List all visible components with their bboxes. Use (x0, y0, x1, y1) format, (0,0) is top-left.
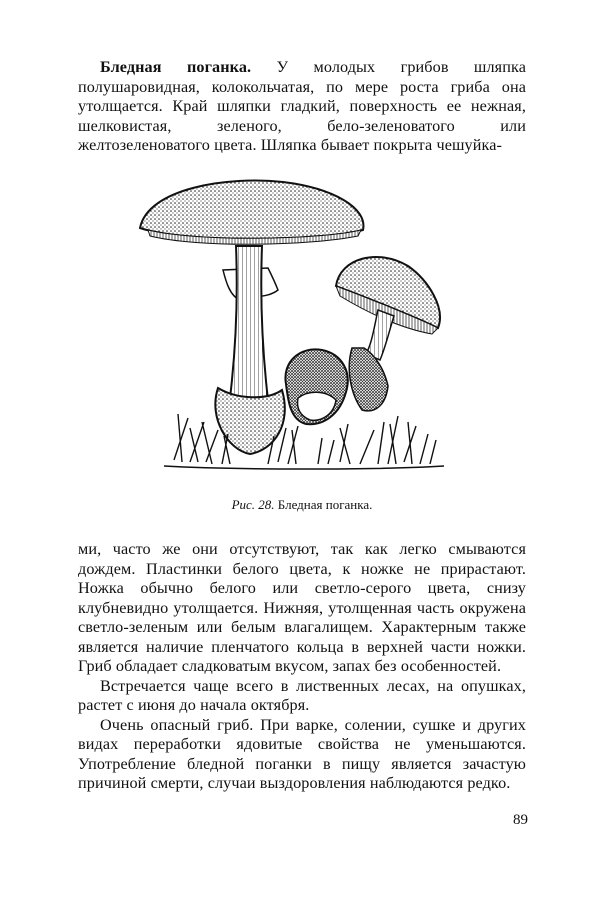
large-mushroom-stem (230, 246, 268, 400)
small-mushroom (336, 257, 440, 411)
paragraph-intro (78, 58, 526, 156)
page-number: 89 (513, 812, 528, 828)
term-heading: Бледная поганка. (100, 58, 252, 76)
paragraph-danger: Очень опасный гриб. При варке, солении, сушке и других видах переработки ядовитые свойства не уменьшаются. Употребление бледной поганки в пищу является зачастую причиной смерти, случаи выздоровления наблюдаются редко. (78, 715, 526, 792)
paragraph-intro-text: У молодых грибов шляпка полушаровидная, колокольчатая, по мере роста гриба она утолщается. Край шляпки гладкий, поверхность ее нежная, шелковистая, зеленого, бело-зеленоватого или желтозеленоватого цвета. Шляпка бывает покрыта чешуйка- (78, 58, 526, 154)
mushroom-illustration (78, 178, 526, 478)
young-mushroom (285, 349, 347, 424)
paragraph-habitat: Встречается чаще всего в лиственных лесах, на опушках, растет с июня до начала октября. (78, 676, 526, 714)
ground-line (164, 466, 444, 469)
bottom-text-block (78, 540, 526, 794)
figure-caption (78, 497, 526, 513)
paragraph-continued: ми, часто же они отсутствуют, так как легко смываются дождем. Пластинки белого цвета, к ножке не прирастают. Ножка обычно белого или светло-серого цвета, снизу клубневидно утолщается. Нижняя, утолщенная часть окружена светло-зеленым или белым влагалищем. Характерным также является наличие пленчатого кольца в верхней части ножки. Гриб обладает сладковатым вкусом, запах без особенностей. (78, 540, 526, 675)
top-text-block (78, 58, 526, 156)
figure-label: Рис. 28. (231, 497, 275, 512)
large-mushroom-cap (140, 181, 363, 245)
figure-caption-text: Бледная поганка. (277, 497, 373, 512)
